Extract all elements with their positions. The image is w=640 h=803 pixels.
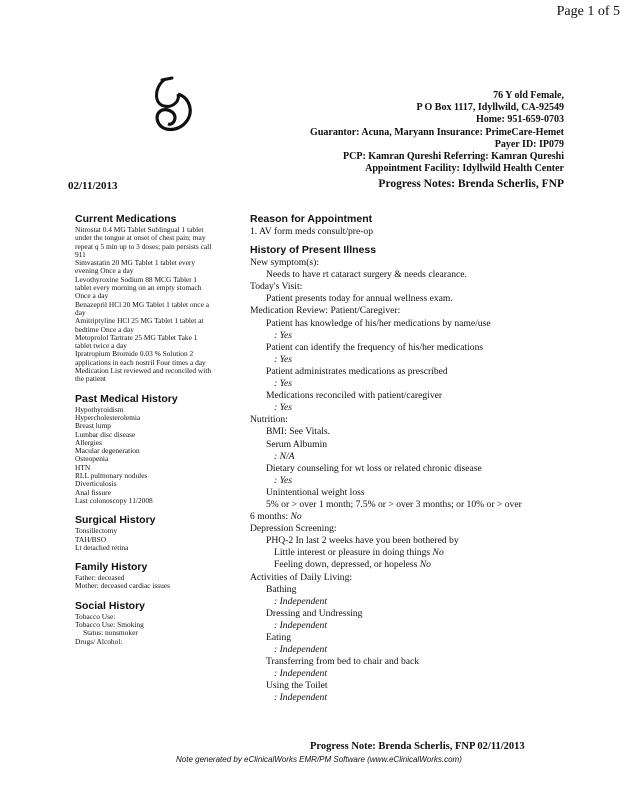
med-review-answer: : Yes (274, 329, 293, 341)
footer-generated: Note generated by eClinicalWorks EMR/PM Software (www.eClinicalWorks.com) (176, 755, 462, 764)
med-line: Ipratropium Bromide 0.03 % Solution 2 (75, 349, 194, 359)
fam-line: Mother: deceased cardiac issues (75, 581, 171, 591)
soc-line: Tobacco Use: Smoking (75, 619, 144, 629)
med-review-label: Medication Review: Patient/Caregiver: (250, 305, 401, 317)
serum-albumin-value: : N/A (274, 450, 295, 462)
past-medical-history-list (75, 406, 245, 506)
med-line: Medication List reviewed and reconciled with (75, 366, 212, 376)
six-months-value: No (290, 511, 302, 523)
adl-question: Transferring from bed to chair and back (266, 656, 420, 668)
footer-note: Progress Note: Brenda Scherlis, FNP 02/11/2013 (310, 741, 525, 752)
med-line: Once a day (75, 291, 109, 301)
med-line: tablet twice a day (75, 341, 127, 351)
adl-answer: : Independent (274, 644, 328, 656)
adl-question: Bathing (266, 583, 297, 595)
current-medications-list (75, 226, 245, 384)
social-history-heading: Social History (75, 599, 146, 612)
surg-line: TAH/BSO (75, 534, 107, 544)
family-history-heading: Family History (75, 561, 148, 574)
med-line: bedtime Once a day (75, 324, 134, 334)
patient-header (264, 90, 564, 175)
adl-label: Activities of Daily Living: (250, 571, 353, 583)
adl-question: Dressing and Undressing (266, 607, 363, 619)
right-column (250, 213, 630, 705)
med-review-answer: : Yes (274, 353, 293, 365)
appointment-facility: Appointment Facility: Idyllwild Health Center (365, 163, 564, 175)
phq2-item-1-question: Little interest or pleasure in doing things (274, 547, 431, 559)
weight-loss-options: 5% or > over 1 month; 7.5% or > over 3 months; or 10% or > over (266, 498, 522, 510)
adl-answer: : Independent (274, 619, 328, 631)
reason-for-appointment-heading: Reason for Appointment (250, 213, 373, 225)
surgical-history-heading: Surgical History (75, 514, 156, 527)
pmh-line: Diverticulosis (75, 479, 117, 489)
patient-age-sex: 76 Y old Female, (493, 90, 564, 101)
dietary-counseling-answer: : Yes (274, 474, 293, 486)
med-line: under the tongue at onset of chest pain; may (75, 233, 206, 243)
med-line: Metoprolol Tartrate 25 MG Tablet Take 1 (75, 332, 198, 342)
pmh-line: Breast lump (75, 421, 111, 431)
soc-line: Status: nonsmoker (83, 628, 138, 638)
stethoscope-logo-icon (150, 76, 200, 138)
med-review-question: Patient has knowledge of his/her medications by name/use (266, 317, 491, 329)
six-months-row (250, 511, 630, 523)
phq2-item-2-question: Feeling down, depressed, or hopeless (274, 559, 418, 571)
social-history-list (75, 613, 245, 646)
phq2-item-2-answer: No (419, 559, 431, 571)
past-medical-history-heading: Past Medical History (75, 392, 178, 405)
adl-answer: : Independent (274, 668, 328, 680)
patient-phone: Home: 951-659-0703 (475, 114, 564, 126)
patient-address: P O Box 1117, Idyllwild, CA-92549 (416, 102, 564, 114)
hpi-heading: History of Present Illness (250, 244, 377, 257)
med-line: repeat q 5 min up to 3 doses; pain persists call (75, 241, 212, 251)
new-symptoms-label: New symptom(s): (250, 257, 320, 269)
med-review-question: Medications reconciled with patient/caregiver (266, 390, 443, 402)
adl-question: Eating (266, 632, 292, 643)
med-line: 911 (75, 249, 86, 259)
todays-visit-text: Patient presents today for annual wellness exam. (266, 293, 453, 305)
med-line: Simvastatin 20 MG Tablet 1 tablet every (75, 258, 196, 268)
progress-notes-title: Progress Notes: Brenda Scherlis, FNP (378, 178, 564, 190)
pmh-line: RLL pulmonary nodules (75, 471, 148, 481)
med-line: tablet every morning on an empty stomach (75, 283, 202, 293)
med-line: evening Once a day (75, 266, 134, 276)
nutrition-label: Nutrition: (250, 414, 288, 426)
med-review-answer: : Yes (274, 402, 293, 414)
weight-loss-question: Unintentional weight loss (266, 486, 365, 498)
bmi-line: BMI: See Vitals. (266, 426, 331, 438)
pmh-line: HTN (75, 462, 91, 472)
pmh-line: Anal fissure (75, 487, 111, 497)
depression-screening-label: Depression Screening: (250, 523, 337, 535)
phq2-question: PHQ-2 In last 2 weeks have you been bothered by (266, 535, 459, 547)
visit-date: 02/11/2013 (68, 180, 118, 192)
page-number: Page 1 of 5 (556, 4, 620, 19)
phq2-item-2 (250, 559, 630, 571)
pmh-line: Hypothyroidism (75, 404, 124, 414)
med-review-question: Patient can identify the frequency of his/her medications (266, 341, 484, 353)
new-symptoms-text: Needs to have rt cataract surgery & needs clearance. (266, 269, 467, 281)
pmh-line: Last colonoscopy 11/2008 (75, 495, 153, 505)
med-line: Levothyroxine Sodium 88 MCG Tablet 1 (75, 274, 197, 284)
surg-line: Lt detached retina (75, 542, 129, 552)
six-months-label: 6 months: (250, 511, 289, 523)
dietary-counseling-question: Dietary counseling for wt loss or related chronic disease (266, 462, 482, 474)
reason-line: 1. AV form meds consult/pre-op (250, 226, 374, 237)
family-history-list (75, 574, 245, 591)
med-line: Amitriptyline HCl 25 MG Tablet 1 tablet at (75, 316, 204, 326)
serum-albumin-label: Serum Albumin (266, 438, 328, 450)
pmh-line: Lumbar disc disease (75, 429, 136, 439)
left-column (75, 213, 245, 646)
adl-answer: : Independent (274, 595, 328, 607)
med-line: day (75, 307, 86, 317)
fam-line: Father: deceased (75, 573, 125, 583)
pcp-referring: PCP: Kamran Qureshi Referring: Kamran Qureshi (343, 151, 564, 163)
guarantor-insurance: Guarantor: Acuna, Maryann Insurance: PrimeCare-Hemet (310, 126, 564, 138)
med-review-answer: : Yes (274, 378, 293, 390)
phq2-item-1 (250, 547, 630, 559)
med-line: Benazepril HCl 20 MG Tablet 1 tablet once a (75, 299, 209, 309)
med-review-question: Patient administrates medications as prescribed (266, 365, 448, 377)
med-line: the patient (75, 374, 106, 384)
payer-id: Payer ID: IP079 (494, 138, 564, 150)
todays-visit-label: Today's Visit: (250, 281, 303, 293)
adl-question: Using the Toilet (266, 680, 328, 692)
surg-line: Tonsillectomy (75, 526, 118, 536)
pmh-line: Macular degeneration (75, 446, 140, 456)
med-line: applications in each nostril Four times a day (75, 357, 206, 367)
phq2-item-1-answer: No (432, 547, 444, 559)
med-line: Nitrostat 0.4 MG Tablet Sublingual 1 tablet (75, 225, 204, 234)
soc-line: Tobacco Use: (75, 611, 116, 621)
adl-answer: : Independent (274, 692, 328, 704)
pmh-line: Osteopenia (75, 454, 109, 464)
surgical-history-list (75, 527, 245, 552)
pmh-line: Hypercholesterolemia (75, 412, 141, 422)
pmh-line: Allergies (75, 437, 102, 447)
current-medications-heading: Current Medications (75, 213, 177, 225)
soc-line: Drugs/ Alcohol: (75, 636, 123, 646)
